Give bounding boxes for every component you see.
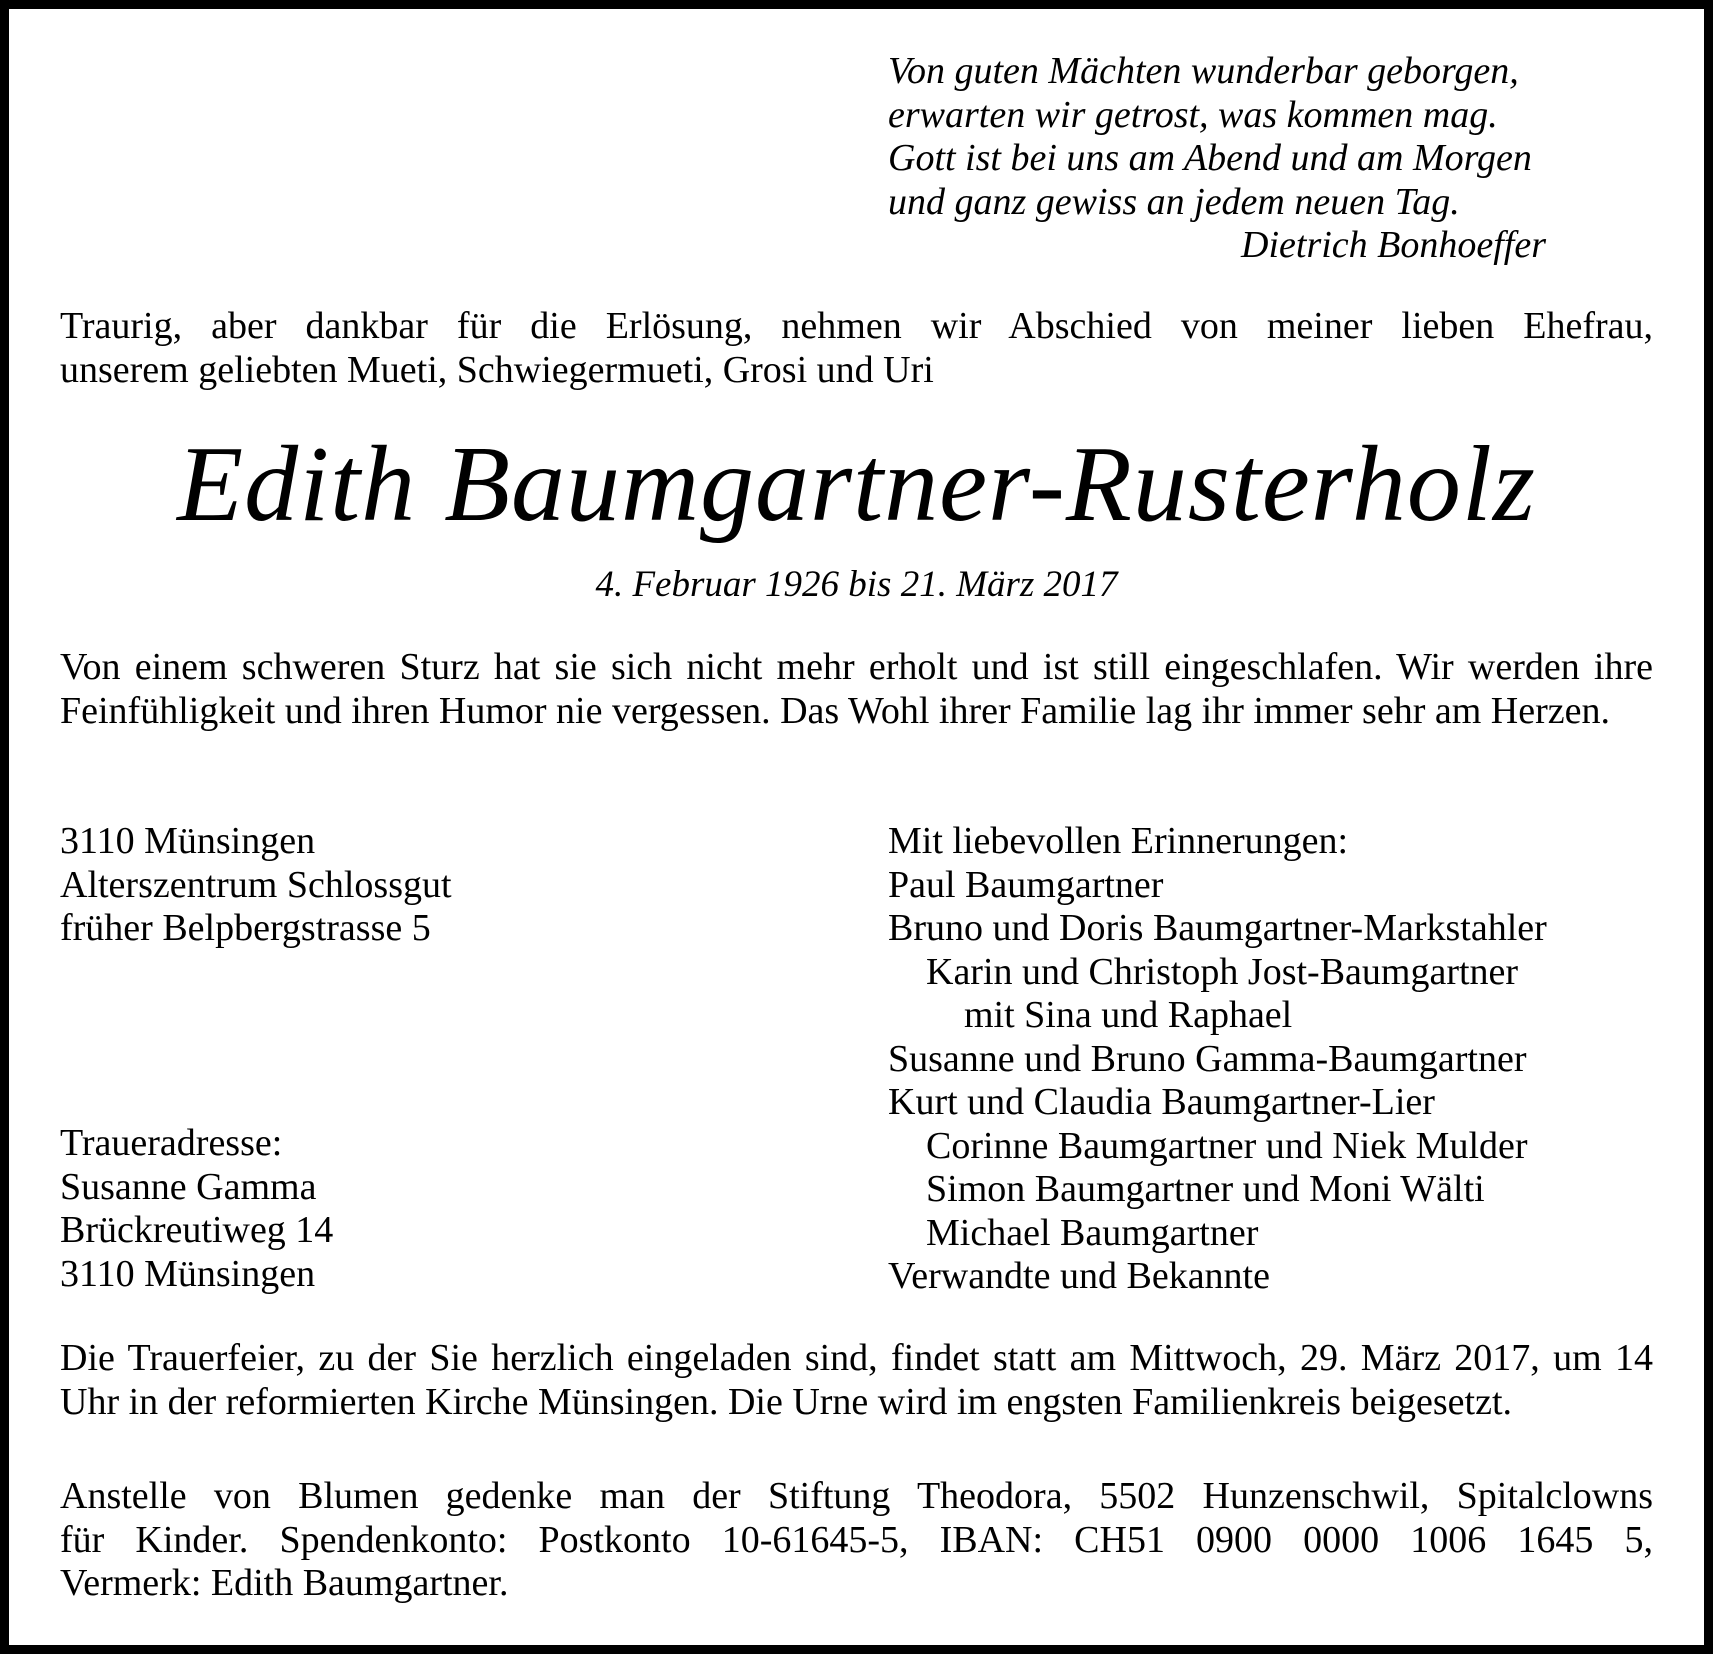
mourning-address-name: Susanne Gamma: [60, 1165, 317, 1208]
family-member: mit Sina und Raphael: [964, 994, 1293, 1036]
family-list: [888, 820, 1547, 1299]
address-line: früher Belpbergstrasse 5: [60, 907, 431, 949]
mourning-address-street: Brückreutiweg 14: [60, 1209, 334, 1251]
family-member: Karin und Christoph Jost-Baumgartner: [926, 950, 1519, 993]
donation-text: [60, 1475, 1653, 1606]
address-line: Alterszentrum Schlossgut: [60, 863, 452, 906]
mourning-address-label: Traueradresse:: [60, 1122, 283, 1164]
family-member: Kurt und Claudia Baumgartner-Lier: [888, 1081, 1435, 1123]
family-member: Verwandte und Bekannte: [888, 1255, 1270, 1297]
family-member: Susanne und Bruno Gamma-Baumgartner: [888, 1037, 1527, 1080]
quote-line: Gott ist bei uns am Abend und am Morgen: [888, 137, 1532, 179]
family-member: Michael Baumgartner: [926, 1211, 1259, 1254]
bonhoeffer-quote: [888, 50, 1588, 268]
memorial-text: Von einem schweren Sturz hat sie sich nicht mehr erholt und ist still eingeschlafen. Wir werden ihre Feinfühligkeit und ihren Humor nie vergessen. Das Wohl ihrer Familie lag ihr immer sehr am Herzen.: [60, 646, 1653, 732]
intro-text: [60, 305, 1653, 392]
intro-line-1: Traurig, aber dankbar für die Erlösung, nehmen wir Abschied von meiner lieben Ehefrau,: [60, 305, 1653, 347]
family-member: Corinne Baumgartner und Niek Mulder: [926, 1124, 1528, 1167]
mourning-address: [60, 1122, 333, 1296]
quote-line: erwarten wir getrost, was kommen mag.: [888, 93, 1498, 136]
quote-line: und ganz gewiss an jedem neuen Tag.: [888, 180, 1460, 223]
family-member: Paul Baumgartner: [888, 863, 1164, 906]
deceased-name: Edith Baumgartner-Rusterholz: [177, 425, 1536, 544]
address-line: 3110 Münsingen: [60, 820, 316, 862]
donation-line-3: Vermerk: Edith Baumgartner.: [60, 1562, 509, 1604]
mourning-address-city: 3110 Münsingen: [60, 1252, 316, 1295]
quote-line: Von guten Mächten wunderbar geborgen,: [888, 50, 1519, 92]
funeral-service-text: Die Trauerfeier, zu der Sie herzlich eingeladen sind, findet statt am Mittwoch, 29. März 2017, um 14 Uhr in der reformierten Kirche Münsingen. Die Urne wird im engsten Familienkreis beigesetzt.: [60, 1337, 1653, 1423]
intro-line-2: unserem geliebten Mueti, Schwiegermueti, Grosi und Uri: [60, 348, 934, 391]
family-member: Bruno und Doris Baumgartner-Markstahler: [888, 907, 1547, 949]
family-heading: Mit liebevollen Erinnerungen:: [888, 820, 1349, 862]
donation-line-1: Anstelle von Blumen gedenke man der Stiftung Theodora, 5502 Hunzenschwil, Spitalclowns: [60, 1475, 1653, 1517]
life-dates: 4. Februar 1926 bis 21. März 2017: [595, 564, 1118, 605]
family-member: Simon Baumgartner und Moni Wälti: [926, 1168, 1485, 1210]
residence-address: [60, 820, 452, 951]
donation-line-2: für Kinder. Spendenkonto: Postkonto 10-61645-5, IBAN: CH51 0900 0000 1006 1645 5,: [60, 1518, 1653, 1561]
quote-author: Dietrich Bonhoeffer: [1241, 224, 1546, 266]
